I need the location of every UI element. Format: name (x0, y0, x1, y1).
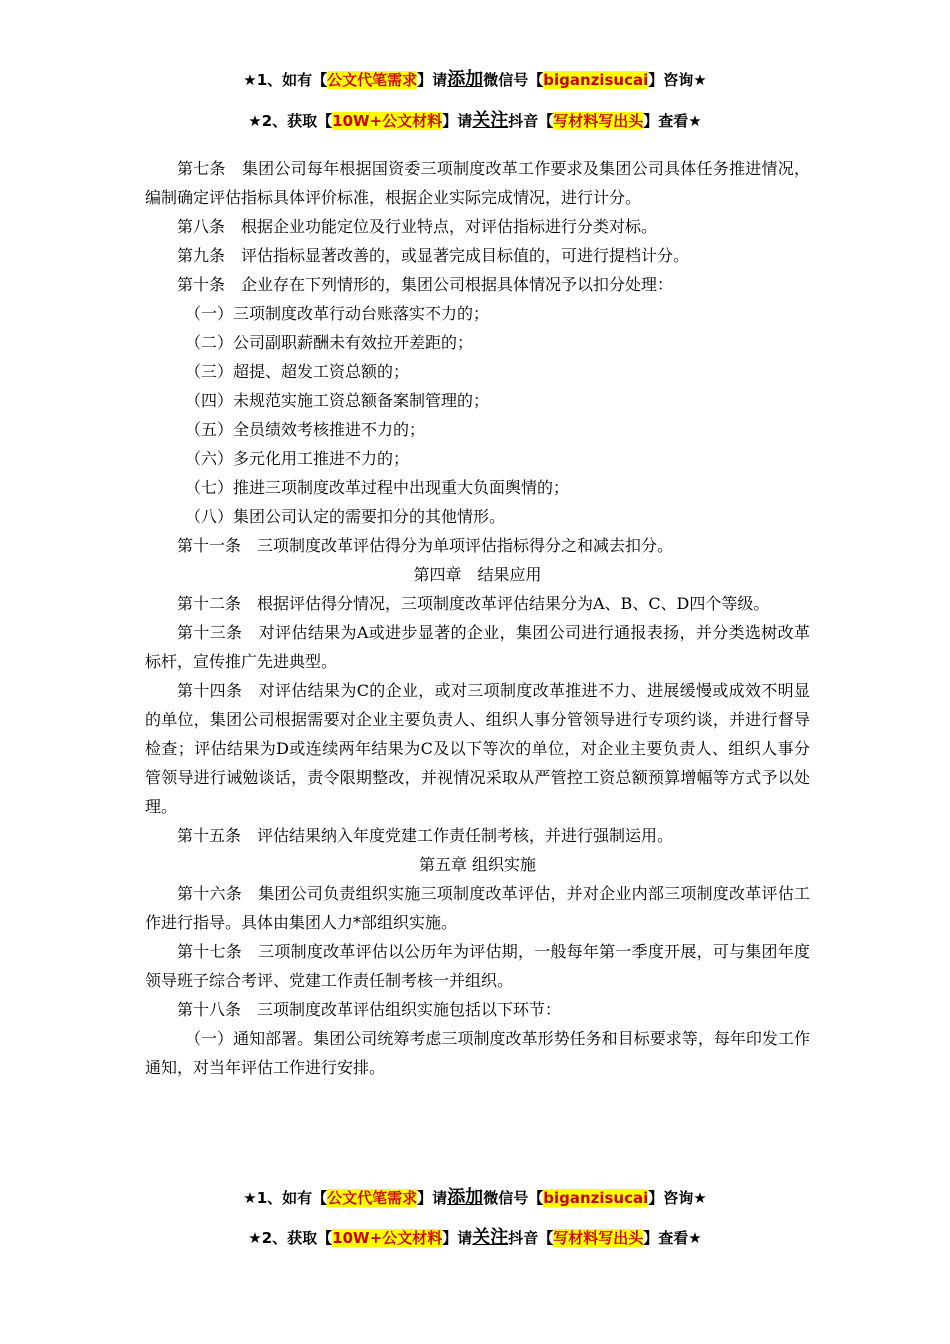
ad-banner-line-1-bottom (0, 1186, 950, 1210)
list-item: （一）通知部署。集团公司统筹考虑三项制度改革形势任务和目标要求等，每年印发工作通知，对当年评估工作进行安排。 (145, 1029, 810, 1077)
banner-text: ★2、获取【 (248, 112, 333, 130)
article-9: 第九条 评估指标显著改善的，或显著完成目标值的，可进行提档计分。 (177, 246, 690, 265)
ad-banner-line-1 (0, 68, 950, 92)
highlight-douyin-id: 写材料写出头 (553, 1229, 644, 1247)
highlight-wechat-id: biganzisucai (543, 71, 649, 89)
emphasis-follow: 关注 (472, 110, 509, 131)
banner-text: ★1、如有【 (243, 1189, 328, 1207)
banner-text: ★2、获取【 (248, 1229, 333, 1247)
banner-text: 】查看★ (643, 1229, 702, 1247)
article-13: 第十三条 对评估结果为A或进步显著的企业，集团公司进行通报表扬，并分类选树改革标杆，宣传推广先进典型。 (145, 623, 810, 671)
banner-text: 】请 (417, 71, 448, 89)
emphasis-add: 添加 (447, 1187, 484, 1208)
banner-text: 】咨询★ (648, 71, 707, 89)
ad-banner-line-2-bottom (0, 1226, 950, 1250)
list-item: （一）三项制度改革行动台账落实不力的； (185, 304, 490, 323)
list-item: （三）超提、超发工资总额的； (185, 362, 410, 381)
highlight-materials: 10W+公文材料 (332, 1229, 443, 1247)
article-16: 第十六条 集团公司负责组织实施三项制度改革评估，并对企业内部三项制度改革评估工作进行指导。具体由集团人力*部组织实施。 (145, 884, 810, 932)
ad-banner-line-2 (0, 109, 950, 133)
banner-text: ★1、如有【 (243, 71, 328, 89)
banner-text: 抖音【 (508, 112, 554, 130)
article-17: 第十七条 三项制度改革评估以公历年为评估期，一般每年第一季度开展，可与集团年度领导班子综合考评、党建工作责任制考核一并组织。 (145, 942, 810, 990)
emphasis-follow: 关注 (472, 1227, 509, 1248)
article-15: 第十五条 评估结果纳入年度党建工作责任制考核，并进行强制运用。 (177, 826, 674, 845)
highlight-douyin-id: 写材料写出头 (553, 112, 644, 130)
article-8: 第八条 根据企业功能定位及行业特点，对评估指标进行分类对标。 (177, 217, 658, 236)
banner-text: 】请 (417, 1189, 448, 1207)
document-body (145, 154, 810, 1082)
banner-text: 】咨询★ (648, 1189, 707, 1207)
banner-text: 微信号【 (483, 1189, 544, 1207)
emphasis-add: 添加 (447, 69, 484, 90)
list-item: （五）全员绩效考核推进不力的； (185, 420, 426, 439)
article-14: 第十四条 对评估结果为C的企业，或对三项制度改革推进不力、进展缓慢或成效不明显的单位，集团公司根据需要对企业主要负责人、组织人事分管领导进行专项约谈，并进行督导检查；评估结果为D或连续两年结果为C及以下等次的单位，对企业主要负责人、组织人事分管领导进行诫勉谈话，责令限期整改，并视情况采取从严管控工资总额预算增幅等方式予以处理。 (145, 681, 810, 816)
article-11: 第十一条 三项制度改革评估得分为单项评估指标得分之和减去扣分。 (177, 536, 674, 555)
banner-text: 抖音【 (508, 1229, 554, 1247)
chapter-5-heading: 第五章 组织实施 (418, 855, 537, 874)
highlight-service: 公文代笔需求 (327, 71, 418, 89)
banner-text: 】查看★ (643, 112, 702, 130)
highlight-materials: 10W+公文材料 (332, 112, 443, 130)
highlight-wechat-id: biganzisucai (543, 1189, 649, 1207)
list-item: （七）推进三项制度改革过程中出现重大负面舆情的； (185, 478, 570, 497)
article-18: 第十八条 三项制度改革评估组织实施包括以下环节： (177, 1000, 562, 1019)
list-item: （八）集团公司认定的需要扣分的其他情形。 (185, 507, 506, 526)
list-item: （六）多元化用工推进不力的； (185, 449, 410, 468)
banner-text: 】请 (442, 1229, 473, 1247)
banner-text: 】请 (442, 112, 473, 130)
article-10: 第十条 企业存在下列情形的，集团公司根据具体情况予以扣分处理： (177, 275, 674, 294)
list-item: （四）未规范实施工资总额备案制管理的； (185, 391, 490, 410)
article-12: 第十二条 根据评估得分情况，三项制度改革评估结果分为A、B、C、D四个等级。 (177, 594, 770, 613)
banner-text: 微信号【 (483, 71, 544, 89)
chapter-4-heading: 第四章 结果应用 (413, 565, 542, 584)
list-item: （二）公司副职薪酬未有效拉开差距的； (185, 333, 474, 352)
article-7: 第七条 集团公司每年根据国资委三项制度改革工作要求及集团公司具体任务推进情况，编制确定评估指标具体评价标准，根据企业实际完成情况，进行计分。 (145, 159, 810, 207)
highlight-service: 公文代笔需求 (327, 1189, 418, 1207)
